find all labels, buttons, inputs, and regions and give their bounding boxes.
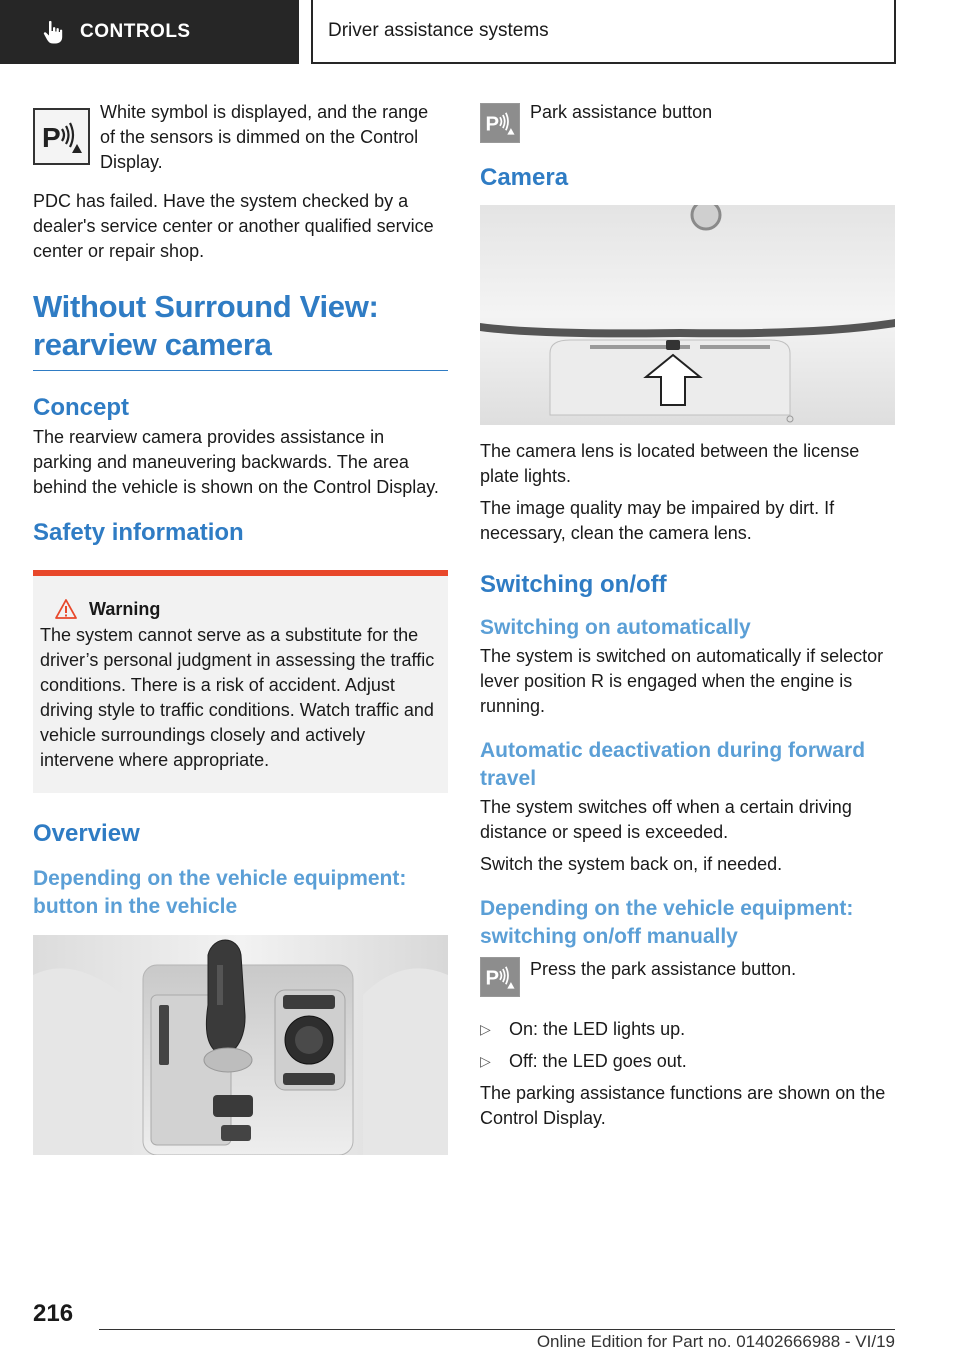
warning-text: The system cannot serve as a substitute for the driver’s personal judgment in assessing the traffic conditions. There is a risk of accident. Adjust driving style to traffic conditions. Watch traffic and vehicle surroundings closely and actively intervene where appropriate.	[40, 625, 435, 770]
park-assist-button-row	[480, 100, 895, 143]
manual-switch-heading: Depending on the vehicle equipment: switching on/off manually	[480, 897, 854, 948]
page-number: 216	[33, 1300, 74, 1327]
switching-heading: Switching on/off	[480, 571, 667, 598]
switch-back-text: Switch the system back on, if needed.	[480, 854, 783, 874]
page-header-title: Driver assistance systems	[311, 0, 896, 64]
camera-lens-text: The camera lens is located between the license plate lights.	[480, 441, 860, 486]
edition-text: Online Edition for Part no. 01402666988 - VI/19	[536, 1332, 895, 1351]
auto-on-heading: Switching on automatically	[480, 616, 751, 639]
button-in-vehicle-heading: Depending on the vehicle equipment: button in the vehicle	[33, 867, 407, 918]
auto-off-heading: Automatic deactivation during forward travel	[480, 739, 866, 790]
bullet-text-off: Off: the LED goes out.	[509, 1051, 687, 1071]
svg-text:P: P	[41, 121, 61, 153]
warning-triangle-icon	[55, 598, 77, 620]
pdc-failed-text: PDC has failed. Have the system checked by a dealer's service center or another qualified service center or repair shop.	[33, 191, 434, 261]
concept-heading: Concept	[33, 394, 129, 421]
park-distance-control-icon	[33, 108, 90, 165]
concept-text: The rearview camera provides assistance in parking and maneuvering backwards. The area behind the vehicle is shown on the Control Display.	[33, 427, 439, 497]
warning-label: Warning	[89, 598, 161, 619]
page-footer	[33, 1300, 895, 1362]
bullet-text-on: On: the LED lights up.	[509, 1019, 686, 1039]
park-assist-button-label: Park assistance button	[530, 102, 713, 122]
white-symbol-row	[33, 100, 448, 175]
warning-heading	[40, 598, 441, 620]
auto-off-text: The system switches off when a certain driving distance or speed is exceeded.	[480, 797, 852, 842]
press-button-row	[480, 957, 895, 997]
auto-on-text: The system is switched on automatically if selector lever position R is engaged when the engine is running.	[480, 646, 884, 716]
list-item	[480, 1017, 895, 1042]
functions-display-text: The parking assistance functions are shown on the Control Display.	[480, 1083, 886, 1128]
rear-camera-image	[480, 205, 895, 425]
chapter-tab-label: CONTROLS	[80, 21, 191, 42]
park-assistance-button-icon	[480, 103, 520, 143]
press-button-text: Press the park assistance button.	[530, 959, 797, 979]
bullet-triangle-icon: ▷	[480, 1053, 491, 1069]
center-console-image	[33, 935, 448, 1155]
svg-text:P: P	[485, 113, 500, 136]
hand-pointer-icon	[40, 19, 66, 45]
warning-box	[33, 570, 448, 793]
section-title: Without Surround View: rearview camera	[33, 288, 448, 371]
bullet-triangle-icon: ▷	[480, 1021, 491, 1037]
white-symbol-text: White symbol is displayed, and the range of the sensors is dimmed on the Control Display.	[100, 102, 429, 172]
safety-heading: Safety information	[33, 519, 244, 546]
footer-divider	[99, 1329, 895, 1330]
park-assistance-button-icon-2	[480, 957, 520, 997]
right-column	[480, 100, 895, 1138]
left-column	[33, 100, 448, 1155]
svg-text:P: P	[485, 967, 500, 990]
chapter-tab[interactable]	[0, 0, 299, 64]
overview-heading: Overview	[33, 820, 140, 847]
camera-dirt-text: The image quality may be impaired by dirt. If necessary, clean the camera lens.	[480, 498, 835, 543]
list-item	[480, 1049, 895, 1074]
led-bullet-list	[480, 1017, 895, 1074]
camera-heading: Camera	[480, 164, 569, 191]
